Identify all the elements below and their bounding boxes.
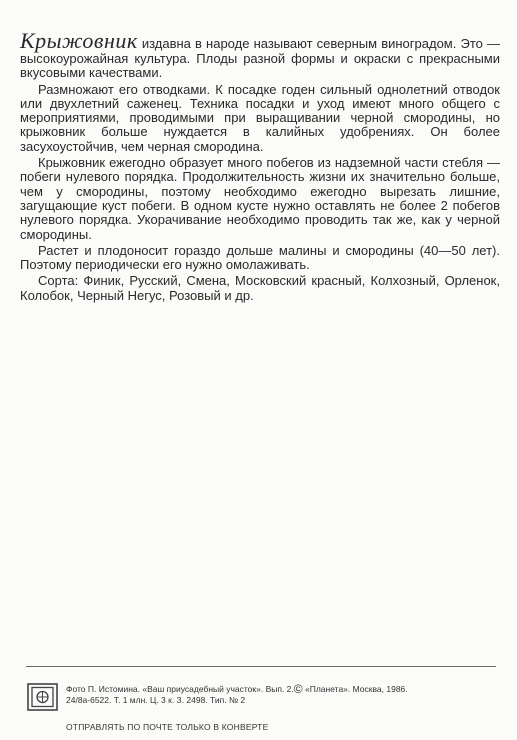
imprint-credit: Фото П. Истомина. «Ваш приусадебный участок». Вып. 2. — [66, 684, 294, 694]
paragraph-propagation: Размножают его отводками. К посадке годен сильный однолетний отводок или двухлетний саженец. Техника посадки и уход имеют много общего с мероприятиями, проводимыми при выращивании черной смородины, но крыжовник больше нуждается в калийных удобрениях. Он более засухоустойчив, чем черная смородина. — [20, 81, 500, 154]
imprint-line-2: 24/8а-6522. Т. 1 млн. Ц. 3 к. З. 2498. Тип. № 2 — [66, 695, 246, 705]
footer-divider — [26, 666, 496, 667]
article-body — [20, 30, 500, 305]
mailing-note: ОТПРАВЛЯТЬ ПО ПОЧТЕ ТОЛЬКО В КОНВЕРТЕ — [66, 722, 269, 732]
paragraph-lifespan: Растет и плодоносит гораздо дольше малины и смородины (40—50 лет). Поэтому периодически его нужно омолаживать. — [20, 242, 500, 273]
imprint — [66, 684, 506, 706]
planeta-logo-icon — [27, 683, 58, 711]
paragraph-intro-text: издавна в народе называют северным виноградом. Это — высокоурожайная культура. Плоды разной формы и окраски с прекрасными вкусовыми качествами. — [20, 36, 500, 81]
imprint-publisher: «Планета». Москва, 1986. — [302, 684, 408, 694]
paragraph-shoots: Крыжовник ежегодно образует много побегов из надземной части стебля — побеги нулевого порядка. Продолжительность жизни их значительно больше, чем у смородины, поэтому необходимо ежегодно вырезать лишние, загущающие куст побеги. В одном кусте нужно оставлять не более 2 побегов нулевого порядка. Укорачивание необходимо проводить так же, как у черной смородины. — [20, 155, 500, 242]
paragraph-intro — [20, 30, 500, 81]
copyright-icon: © — [293, 682, 303, 696]
paragraph-varieties: Сорта: Финик, Русский, Смена, Московский красный, Колхозный, Орленок, Колобок, Черный Негус, Розовый и др. — [20, 273, 500, 303]
imprint-line-1 — [66, 684, 506, 695]
article-title: Крыжовник — [20, 28, 138, 53]
